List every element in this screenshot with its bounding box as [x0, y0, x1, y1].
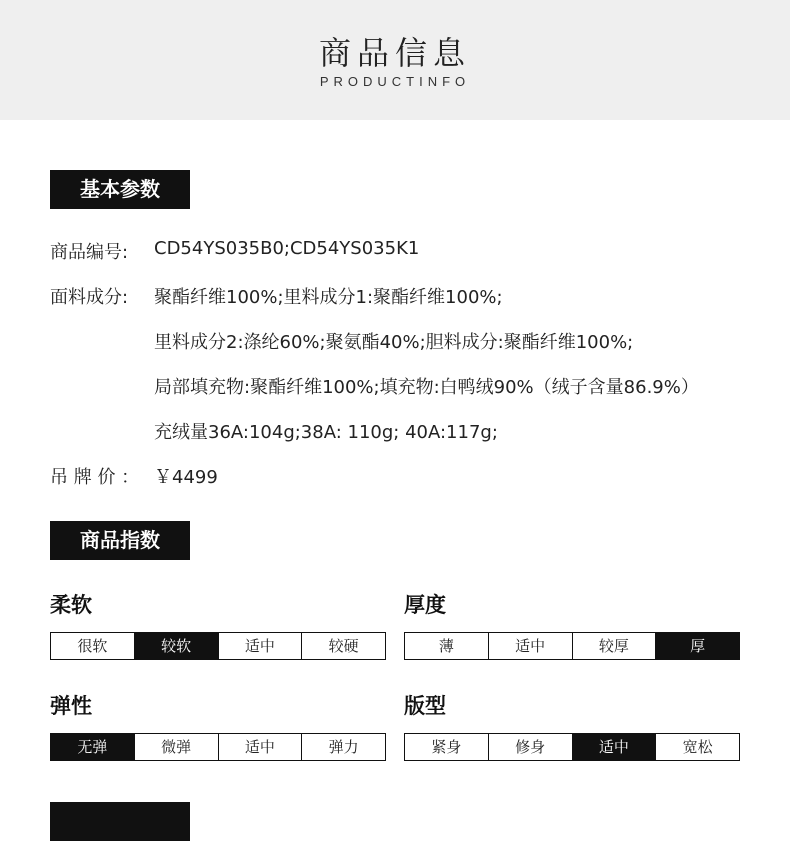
fit-option: 修身 [489, 734, 573, 760]
softness-scale [50, 632, 386, 660]
thickness-option: 薄 [405, 633, 489, 659]
thickness-option-selected: 厚 [656, 633, 739, 659]
fit-title: 版型 [404, 694, 446, 718]
elasticity-option-selected: 无弹 [51, 734, 135, 760]
product-code-value: CD54YS035B0;CD54YS035K1 [154, 238, 420, 259]
header-subtitle: PRODUCTINFO [319, 74, 471, 89]
elasticity-option: 微弹 [135, 734, 219, 760]
header-title: 商品信息 [318, 34, 471, 72]
softness-option-selected: 较软 [135, 633, 219, 659]
tag-price-label: 吊 牌 价 ： [50, 467, 140, 488]
elasticity-option: 适中 [219, 734, 303, 760]
elasticity-title: 弹性 [50, 694, 92, 718]
fabric-line-2: 里料成分2:涤纶60%;聚氨酯40%;胆料成分:聚酯纤维100%; [154, 332, 634, 353]
thickness-title: 厚度 [404, 593, 446, 617]
softness-option: 很软 [51, 633, 135, 659]
fit-option-selected: 适中 [573, 734, 657, 760]
softness-option: 适中 [219, 633, 303, 659]
thickness-scale [404, 632, 740, 660]
fabric-line-1: 聚酯纤维100%;里料成分1:聚酯纤维100%; [154, 287, 503, 308]
tag-price-value: ￥4499 [154, 467, 218, 488]
softness-title: 柔软 [50, 593, 92, 617]
product-code-label: 商品编号: [50, 242, 129, 263]
fit-option: 紧身 [405, 734, 489, 760]
product-index-tag: 商品指数 [50, 521, 190, 560]
fabric-label: 面料成分: [50, 287, 129, 308]
next-section-tag [50, 802, 190, 841]
fabric-line-4: 充绒量36A:104g;38A: 110g; 40A:117g; [154, 422, 498, 443]
fabric-line-3: 局部填充物:聚酯纤维100%;填充物:白鸭绒90%（绒子含量86.9%） [154, 377, 699, 398]
softness-option: 较硬 [328, 637, 359, 655]
basic-params-tag: 基本参数 [50, 170, 190, 209]
elasticity-scale [50, 733, 386, 761]
fit-option: 宽松 [682, 738, 713, 756]
elasticity-option: 弹力 [328, 738, 359, 756]
thickness-option: 适中 [489, 633, 573, 659]
fit-scale [404, 733, 740, 761]
page-header [0, 0, 790, 120]
thickness-option: 较厚 [573, 633, 657, 659]
